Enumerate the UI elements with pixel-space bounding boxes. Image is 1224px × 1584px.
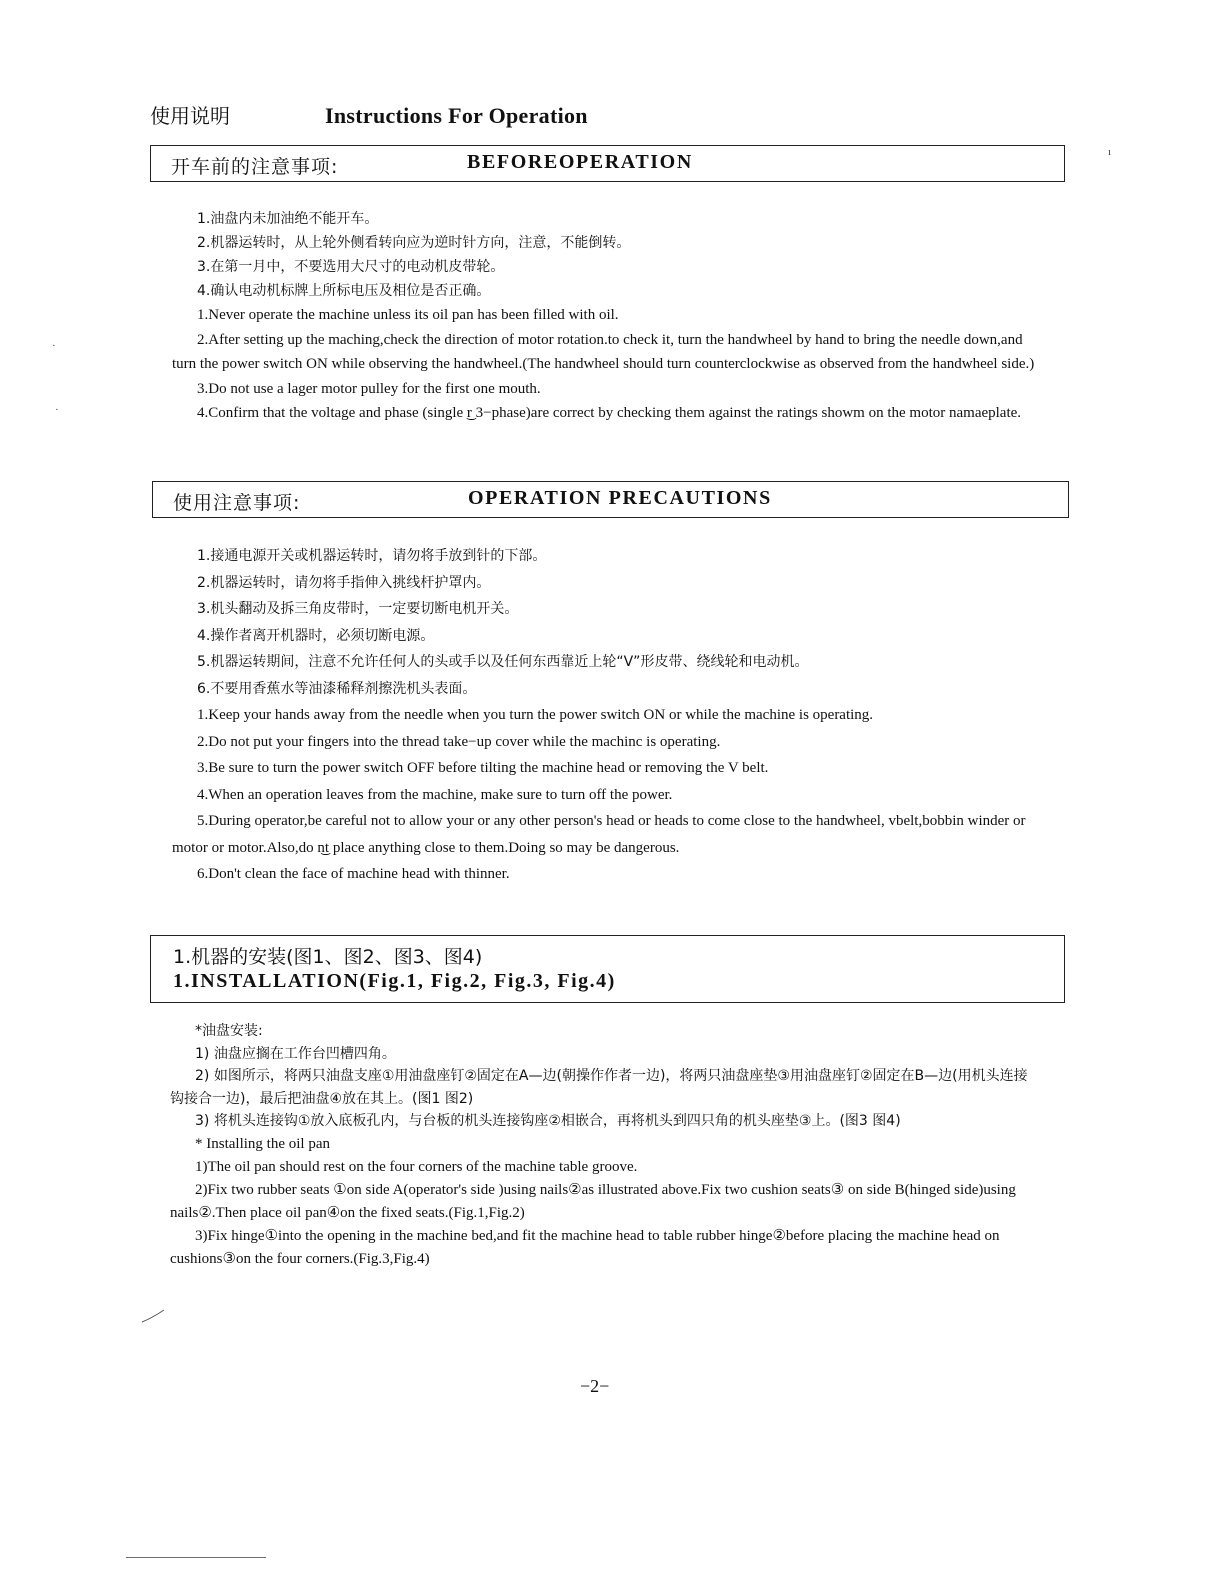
installation-cn-title: *油盘安装:: [195, 1023, 263, 1039]
installation-cn-item: 2) 如图所示，将两只油盘支座①用油盘座钉②固定在A—边(朝操作作者一边)，将两只油盘座垫③用油盘座钉②固定在B—边(用机头连接钩接合一边)，最后把油盘④放在其上。(图1 图2): [170, 1068, 1028, 1107]
installation-cn-item: 1) 油盘应搁在工作台凹槽四角。: [195, 1045, 396, 1062]
before-operation-cn-item: 1.油盘内未加油绝不能开车。: [197, 211, 379, 227]
operation-precautions-heading-box: [152, 481, 1069, 518]
before-operation-en-item: 4.Confirm that the voltage and phase (single ͜r 3−phase)are correct by checking them against the ratings showm on the motor namaeplate.: [197, 405, 1022, 421]
installation-cn-item: 3) 将机头连接钩①放入底板孔内，与台板的机头连接钩座②相嵌合，再将机头到四只角的机头座垫③上。(图3 图4): [195, 1113, 901, 1129]
scan-speck: ·: [52, 340, 56, 352]
installation-en-item: 1)The oil pan should rest on the four corners of the machine table groove.: [195, 1158, 638, 1175]
before-operation-heading-cn: 开车前的注意事项:: [171, 156, 339, 178]
operation-precautions-body: [172, 543, 1042, 888]
operation-precautions-en-item: 1.Keep your hands away from the needle when you turn the power switch ON or while the machine is operating.: [197, 707, 874, 723]
page-number: −2−: [580, 1376, 610, 1396]
installation-en-title: * Installing the oil pan: [195, 1135, 330, 1152]
installation-en-item: 3)Fix hinge①into the opening in the machine bed,and fit the machine head to table rubber hinge②before placing the machine head on cushions③on the four corners.(Fig.3,Fig.4): [170, 1227, 1000, 1267]
operation-precautions-cn-item: 6.不要用香蕉水等油漆稀释剂擦洗机头表面。: [197, 680, 477, 697]
operation-precautions-heading-en: OPERATION PRECAUTIONS: [468, 487, 772, 509]
before-operation-heading-en: BEFOREOPERATION: [467, 151, 693, 173]
before-operation-cn-item: 3.在第一月中，不要选用大尺寸的电动机皮带轮。: [197, 259, 505, 275]
operation-precautions-cn-item: 4.操作者离开机器时，必须切断电源。: [197, 627, 435, 644]
before-operation-cn-item: 2.机器运转时，从上轮外侧看转向应为逆时针方向，注意，不能倒转。: [197, 235, 631, 251]
page-header: [150, 100, 588, 129]
scan-speck: ı: [1108, 146, 1112, 158]
before-operation-en-item: 2.After setting up the maching,check the direction of motor rotation.to check it, turn the handwheel by hand to bring the needle down,and turn the power switch ON while observing the handwheel.(The handwheel should turn counterclockwise as observed from the handwheel side.): [172, 332, 1035, 372]
before-operation-body: [172, 207, 1042, 425]
operation-precautions-heading-cn: 使用注意事项:: [173, 492, 301, 514]
installation-heading-box: [150, 935, 1065, 1003]
operation-precautions-cn-item: 3.机头翻动及拆三角皮带时，一定要切断电机开关。: [197, 601, 519, 617]
operation-precautions-cn-item: 1.接通电源开关或机器运转时，请勿将手放到针的下部。: [197, 548, 547, 564]
operation-precautions-en-item: 2.Do not put your fingers into the thread take−up cover while the machinc is operating.: [197, 733, 721, 750]
operation-precautions-en-item: 5.During operator,be careful not to allow your or any other person's head or heads to come close to the handwheel, vbelt,bobbin winder or motor or motor.Also,do n͜t place anything close to them.Doing so may be dangerous.: [172, 813, 1026, 856]
operation-precautions-en-item: 3.Be sure to turn the power switch OFF before tilting the machine head or removing the V belt.: [197, 760, 769, 776]
before-operation-en-item: 3.Do not use a lager motor pulley for the first one mouth.: [197, 381, 541, 397]
before-operation-heading-box: [150, 145, 1065, 182]
installation-body: [170, 1020, 1040, 1271]
scan-stroke: [140, 1308, 166, 1324]
before-operation-cn-item: 4.确认电动机标牌上所标电压及相位是否正确。: [197, 283, 491, 299]
header-title-cn: 使用说明: [150, 104, 230, 128]
installation-heading-cn: 1.机器的安装(图1、图2、图3、图4): [173, 946, 483, 968]
bottom-rule: [126, 1557, 266, 1558]
header-title-en: Instructions For Operation: [325, 103, 588, 128]
before-operation-en-item: 1.Never operate the machine unless its oil pan has been filled with oil.: [197, 307, 619, 323]
scan-speck: ·: [55, 404, 59, 416]
operation-precautions-cn-item: 5.机器运转期间，注意不允许任何人的头或手以及任何东西靠近上轮“V”形皮带、绕线轮和电动机。: [197, 654, 809, 670]
operation-precautions-en-item: 4.When an operation leaves from the machine, make sure to turn off the power.: [197, 786, 673, 803]
operation-precautions-cn-item: 2.机器运转时，请勿将手指伸入挑线杆护罩内。: [197, 574, 491, 591]
installation-heading-en: 1.INSTALLATION(Fig.1, Fig.2, Fig.3, Fig.4): [173, 970, 616, 992]
installation-en-item: 2)Fix two rubber seats ①on side A(operator's side )using nails②as illustrated above.Fix two cushion seats③ on side B(hinged side)using nails②.Then place oil pan④on the fixed seats.(Fig.1,Fig.2): [170, 1181, 1016, 1221]
operation-precautions-en-item: 6.Don't clean the face of machine head with thinner.: [197, 866, 510, 882]
